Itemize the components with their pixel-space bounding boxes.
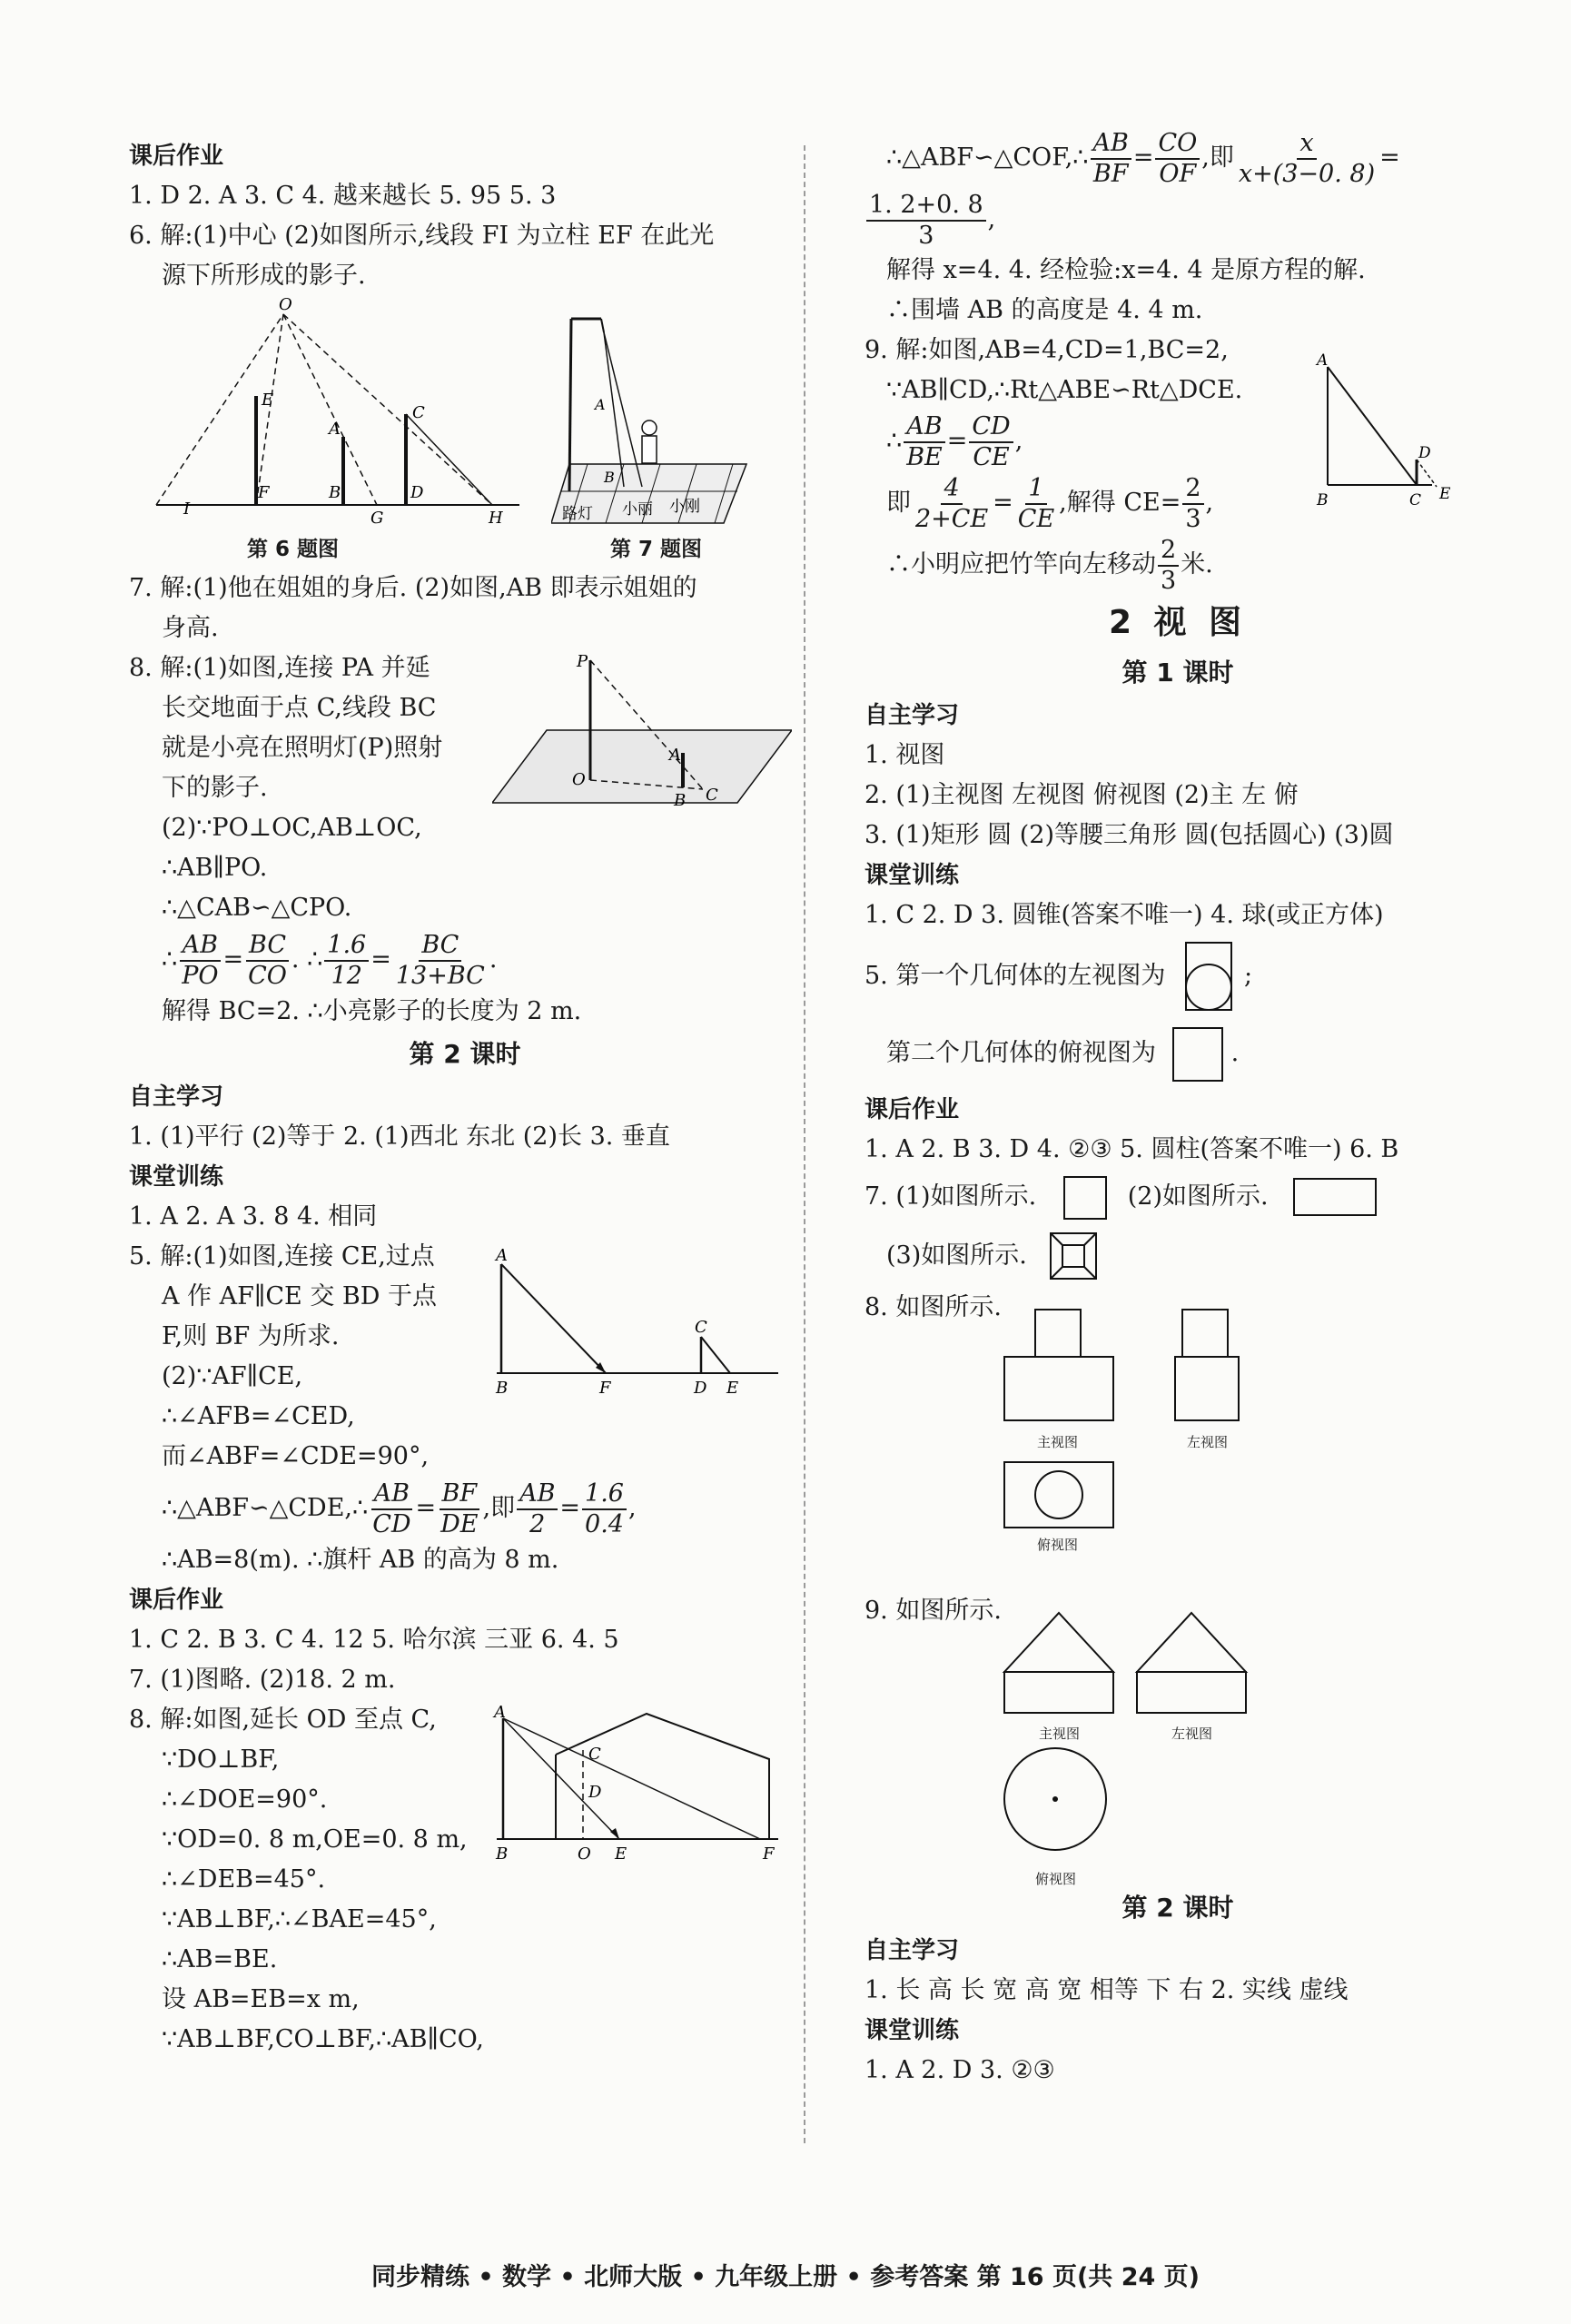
label-b: B	[329, 483, 341, 502]
fraction: $\frac{CO}{OF}$	[1155, 129, 1200, 189]
fraction: $\frac{AB}{BF}$	[1091, 129, 1131, 189]
label-f: F	[258, 483, 270, 502]
label-c: C	[588, 1745, 601, 1764]
label-b: B	[496, 1844, 509, 1864]
answer-line: ∴AB=8(m). ∴旗杆 AB 的高为 8 m.	[162, 1546, 559, 1574]
answer-line: 1. A 2. A 3. 8 4. 相同	[129, 1202, 378, 1231]
figure-row-6-7	[129, 296, 801, 569]
answer-line: 1. 视图	[865, 741, 945, 769]
answer-equation: ∴△ABF∽△CDE,∴ $\frac{AB}{CD}$ = $\frac{BF}{DE}$ ,即 $\frac{AB}{2}$ = $\frac{1.6}{0.4}$ ,	[162, 1478, 637, 1538]
figure-8-views	[865, 1328, 1491, 1591]
section-title: 课后作业	[129, 1587, 224, 1614]
label-a: A	[669, 746, 681, 765]
label-g: G	[371, 509, 384, 528]
label-a: A	[494, 1705, 506, 1722]
answer-line: ∵AB∥CD,∴Rt△ABE∽Rt△DCE.	[886, 376, 1243, 404]
fraction: $\frac{AB}{PO}$	[179, 931, 221, 991]
figure-6-diagram	[147, 296, 547, 537]
label-b: B	[674, 791, 687, 807]
answer-line: ∴围墙 AB 的高度是 4. 4 m.	[886, 296, 1203, 324]
label-h: H	[489, 509, 503, 528]
answer-line: 8. 如图所示.	[865, 1293, 1002, 1321]
three-views-diagram-9	[1001, 1604, 1264, 1885]
label-e: E	[1439, 485, 1451, 503]
label-xiaogang: 小刚	[669, 498, 700, 516]
answer-line: ∵DO⊥BF,	[162, 1745, 280, 1774]
answer-equation: 即 $\frac{4}{2+CE}$ = $\frac{1}{CE}$ ,解得 CE= $\frac{2}{3}$ ,	[886, 473, 1214, 533]
view-label: 左视图	[1171, 1726, 1213, 1742]
answer-equation: ∴ $\frac{AB}{BE}$ = $\frac{CD}{CE}$ ,	[886, 411, 1023, 471]
view-label: 主视图	[1039, 1726, 1081, 1742]
answer-line: 1. C 2. D 3. 圆锥(答案不唯一) 4. 球(或正方体)	[865, 901, 1384, 929]
fraction: $\frac{1}{CE}$	[1017, 473, 1055, 533]
fraction: $\frac{AB}{2}$	[517, 1479, 558, 1539]
answer-line: 2. (1)主视图 左视图 俯视图 (2)主 左 俯	[865, 781, 1299, 809]
fraction: $\frac{4}{2+CE}$	[915, 473, 989, 533]
answer-equation: ∴ $\frac{AB}{PO}$ = $\frac{BC}{CO}$ . ∴ $\frac{1.6}{12}$ = $\frac{BC}{13+BC}$ .	[162, 930, 498, 990]
answer-equation: $\frac{1. 2+0. 8}{3}$ ,	[865, 189, 1491, 251]
answer-line: 而∠ABF=∠CDE=90°,	[162, 1442, 430, 1470]
question-8b-block	[129, 1700, 801, 2060]
answer-line: 3. (1)矩形 圆 (2)等腰三角形 圆(包括圆心) (3)圆	[865, 821, 1394, 849]
question-9-block	[865, 331, 1491, 596]
answer-line: 5. 解:(1)如图,连接 CE,过点	[129, 1242, 435, 1271]
answer-line: 1. D 2. A 3. C 4. 越来越长 5. 95 5. 3	[129, 182, 557, 210]
label-c: C	[706, 786, 718, 805]
answer-line: 7. (1)图略. (2)18. 2 m.	[129, 1666, 396, 1694]
label-c: C	[1409, 491, 1422, 509]
square-view-icon	[1061, 1173, 1112, 1222]
label-d: D	[1418, 444, 1431, 462]
label-d: D	[410, 483, 424, 502]
cylinder-left-view-icon	[1181, 941, 1237, 1014]
answer-line: 7. 解:(1)他在姐姐的身后. (2)如图,AB 即表示姐姐的	[129, 574, 697, 602]
fraction: $\frac{AB}{BE}$	[904, 412, 945, 472]
fraction: $\frac{1.6}{12}$	[324, 931, 369, 991]
answer-line: (2)∵AF∥CE,	[162, 1362, 303, 1390]
label-o: O	[572, 770, 586, 789]
figure-9-views	[865, 1631, 1491, 1885]
fraction: $\frac{2}{3}$	[1182, 474, 1203, 534]
square-top-view-icon	[1170, 1024, 1226, 1084]
answer-line: ∵OD=0. 8 m,OE=0. 8 m,	[162, 1825, 468, 1854]
answer-line: 8. 解:(1)如图,连接 PA 并延	[129, 654, 430, 682]
label-a: A	[1317, 351, 1329, 370]
fraction: $\frac{AB}{CD}$	[372, 1478, 411, 1538]
right-column	[865, 127, 1491, 2091]
label-e: E	[726, 1379, 739, 1398]
section-title: 课后作业	[865, 1096, 960, 1123]
answer-line: 长交地面于点 C,线段 BC	[162, 694, 437, 722]
label-f: F	[763, 1844, 775, 1864]
figure-8b-diagram	[492, 1705, 783, 1864]
answer-line: A 作 AF∥CE 交 BD 于点	[162, 1282, 437, 1310]
section-title: 课堂训练	[865, 2017, 960, 2044]
section-title: 自主学习	[865, 1937, 960, 1964]
answer-line: ∵AB⊥BF,CO⊥BF,∴AB∥CO,	[162, 2025, 484, 2053]
label-a: A	[595, 396, 606, 413]
label-d: D	[588, 1783, 602, 1802]
answer-line: 身高.	[162, 614, 219, 642]
label-p: P	[577, 653, 588, 671]
question-8-block	[129, 648, 801, 1032]
section-title: 课堂训练	[865, 862, 960, 889]
label-streetlight: 路灯	[562, 505, 593, 523]
figure-7-diagram	[551, 310, 751, 537]
answer-line: 第二个几何体的俯视图为 .	[865, 1017, 1491, 1090]
label-o: O	[578, 1844, 591, 1864]
fraction: $\frac{BC}{13+BC}$	[395, 930, 485, 990]
label-b: B	[496, 1379, 509, 1398]
rectangle-view-icon	[1290, 1173, 1381, 1222]
view-label: 俯视图	[1037, 1537, 1079, 1553]
figure-5-diagram	[492, 1246, 783, 1400]
answer-line: 9. 解:如图,AB=4,CD=1,BC=2,	[865, 336, 1229, 364]
answer-line: ∴AB=BE.	[162, 1945, 278, 1973]
label-xiaoli: 小丽	[622, 500, 653, 519]
figure-8-diagram	[492, 653, 792, 807]
answer-line: ∴∠DOE=90°.	[162, 1785, 328, 1814]
lesson-title: 第 1 课时	[1121, 658, 1234, 687]
label-c: C	[695, 1318, 707, 1337]
fraction: $\frac{x}{x+(3-0. 8)}$	[1238, 128, 1376, 188]
label-i: I	[183, 499, 191, 519]
answer-line: 9. 如图所示.	[865, 1597, 1002, 1625]
answer-line: 源下所形成的影子.	[162, 262, 366, 290]
view-label: 左视图	[1187, 1434, 1229, 1450]
frustum-top-view-icon	[1047, 1230, 1102, 1284]
answer-line: (3)如图所示.	[865, 1224, 1491, 1288]
left-column	[129, 136, 801, 2060]
fraction: $\frac{1. 2+0. 8}{3}$	[866, 191, 986, 251]
lesson-title: 第 2 课时	[409, 1039, 521, 1069]
column-divider	[804, 145, 805, 2143]
answer-equation: ∴△ABF∽△COF,∴ $\frac{AB}{BF}$ = $\frac{CO}{OF}$ ,即 $\frac{x}{x+(3-0. 8)}$ =	[886, 128, 1400, 188]
fraction: $\frac{2}{3}$	[1158, 536, 1179, 596]
label-e: E	[262, 391, 274, 410]
answer-line: 1. 长 高 长 宽 高 宽 相等 下 右 2. 实线 虚线	[865, 1976, 1349, 2004]
label-c: C	[412, 403, 425, 422]
answer-line: 1. (1)平行 (2)等于 2. (1)西北 东北 (2)长 3. 垂直	[129, 1122, 670, 1151]
answer-line: 8. 解:如图,延长 OD 至点 C,	[129, 1706, 437, 1734]
answer-line: 6. 解:(1)中心 (2)如图所示,线段 FI 为立柱 EF 在此光	[129, 222, 715, 250]
label-a: A	[496, 1246, 508, 1265]
answer-line: 下的影子.	[162, 774, 268, 802]
answer-equation: ∴小明应把竹竿向左移动 $\frac{2}{3}$ 米.	[886, 535, 1213, 595]
answer-line: F,则 BF 为所求.	[162, 1322, 340, 1350]
answer-line: 解得 BC=2. ∴小亮影子的长度为 2 m.	[162, 997, 582, 1025]
figure-7-caption: 第 7 题图	[610, 538, 703, 561]
answer-line: ∴△CAB∽△CPO.	[162, 894, 352, 922]
lesson-title: 第 2 课时	[1121, 1893, 1234, 1923]
fraction: $\frac{1.6}{0.4}$	[582, 1479, 627, 1539]
fraction: $\frac{CD}{CE}$	[969, 412, 1013, 472]
label-e: E	[615, 1844, 627, 1864]
view-label: 主视图	[1037, 1434, 1079, 1450]
figure-9-diagram	[1309, 349, 1464, 512]
answer-line: 就是小亮在照明灯(P)照射	[162, 734, 443, 762]
answer-line: 1. A 2. B 3. D 4. ②③ 5. 圆柱(答案不唯一) 6. B	[865, 1135, 1399, 1163]
chapter-title: 2 视 图	[1108, 604, 1248, 641]
answer-line: 解得 x=4. 4. 经检验:x=4. 4 是原方程的解.	[886, 256, 1366, 284]
answer-line: 5. 第一个几何体的左视图为 ;	[865, 935, 1491, 1017]
page-footer: 同步精练 • 数学 • 北师大版 • 九年级上册 • 参考答案 第 16 页(共 24 页)	[371, 2263, 1200, 2291]
section-title: 课后作业	[129, 143, 224, 170]
answer-line: ∴AB∥PO.	[162, 854, 268, 882]
answer-line: (2)∵PO⊥OC,AB⊥OC,	[162, 814, 422, 842]
section-title: 自主学习	[865, 702, 960, 729]
answer-line: 7. (1)如图所示. (2)如图所示.	[865, 1170, 1491, 1224]
answer-line: 1. A 2. D 3. ②③	[865, 2056, 1055, 2084]
fraction: $\frac{BF}{DE}$	[440, 1478, 479, 1538]
label-d: D	[694, 1379, 707, 1398]
answer-line: 设 AB=EB=x m,	[162, 1985, 360, 2013]
label-a: A	[329, 420, 341, 439]
label-b: B	[604, 469, 615, 486]
answer-line: 1. C 2. B 3. C 4. 12 5. 哈尔滨 三亚 6. 4. 5	[129, 1626, 619, 1654]
answer-line: ∵AB⊥BF,∴∠BAE=45°,	[162, 1905, 437, 1933]
view-label: 俯视图	[1035, 1871, 1077, 1887]
label-b: B	[1317, 491, 1329, 509]
label-o: O	[279, 296, 292, 314]
answer-line: ∴∠AFB=∠CED,	[162, 1402, 355, 1430]
fraction: $\frac{BC}{CO}$	[245, 931, 290, 991]
figure-6-caption: 第 6 题图	[247, 538, 340, 561]
section-title: 课堂训练	[129, 1163, 224, 1191]
label-f: F	[599, 1379, 611, 1398]
section-title: 自主学习	[129, 1083, 224, 1111]
answer-line: ∴∠DEB=45°.	[162, 1865, 326, 1894]
question-5-block	[129, 1237, 801, 1580]
